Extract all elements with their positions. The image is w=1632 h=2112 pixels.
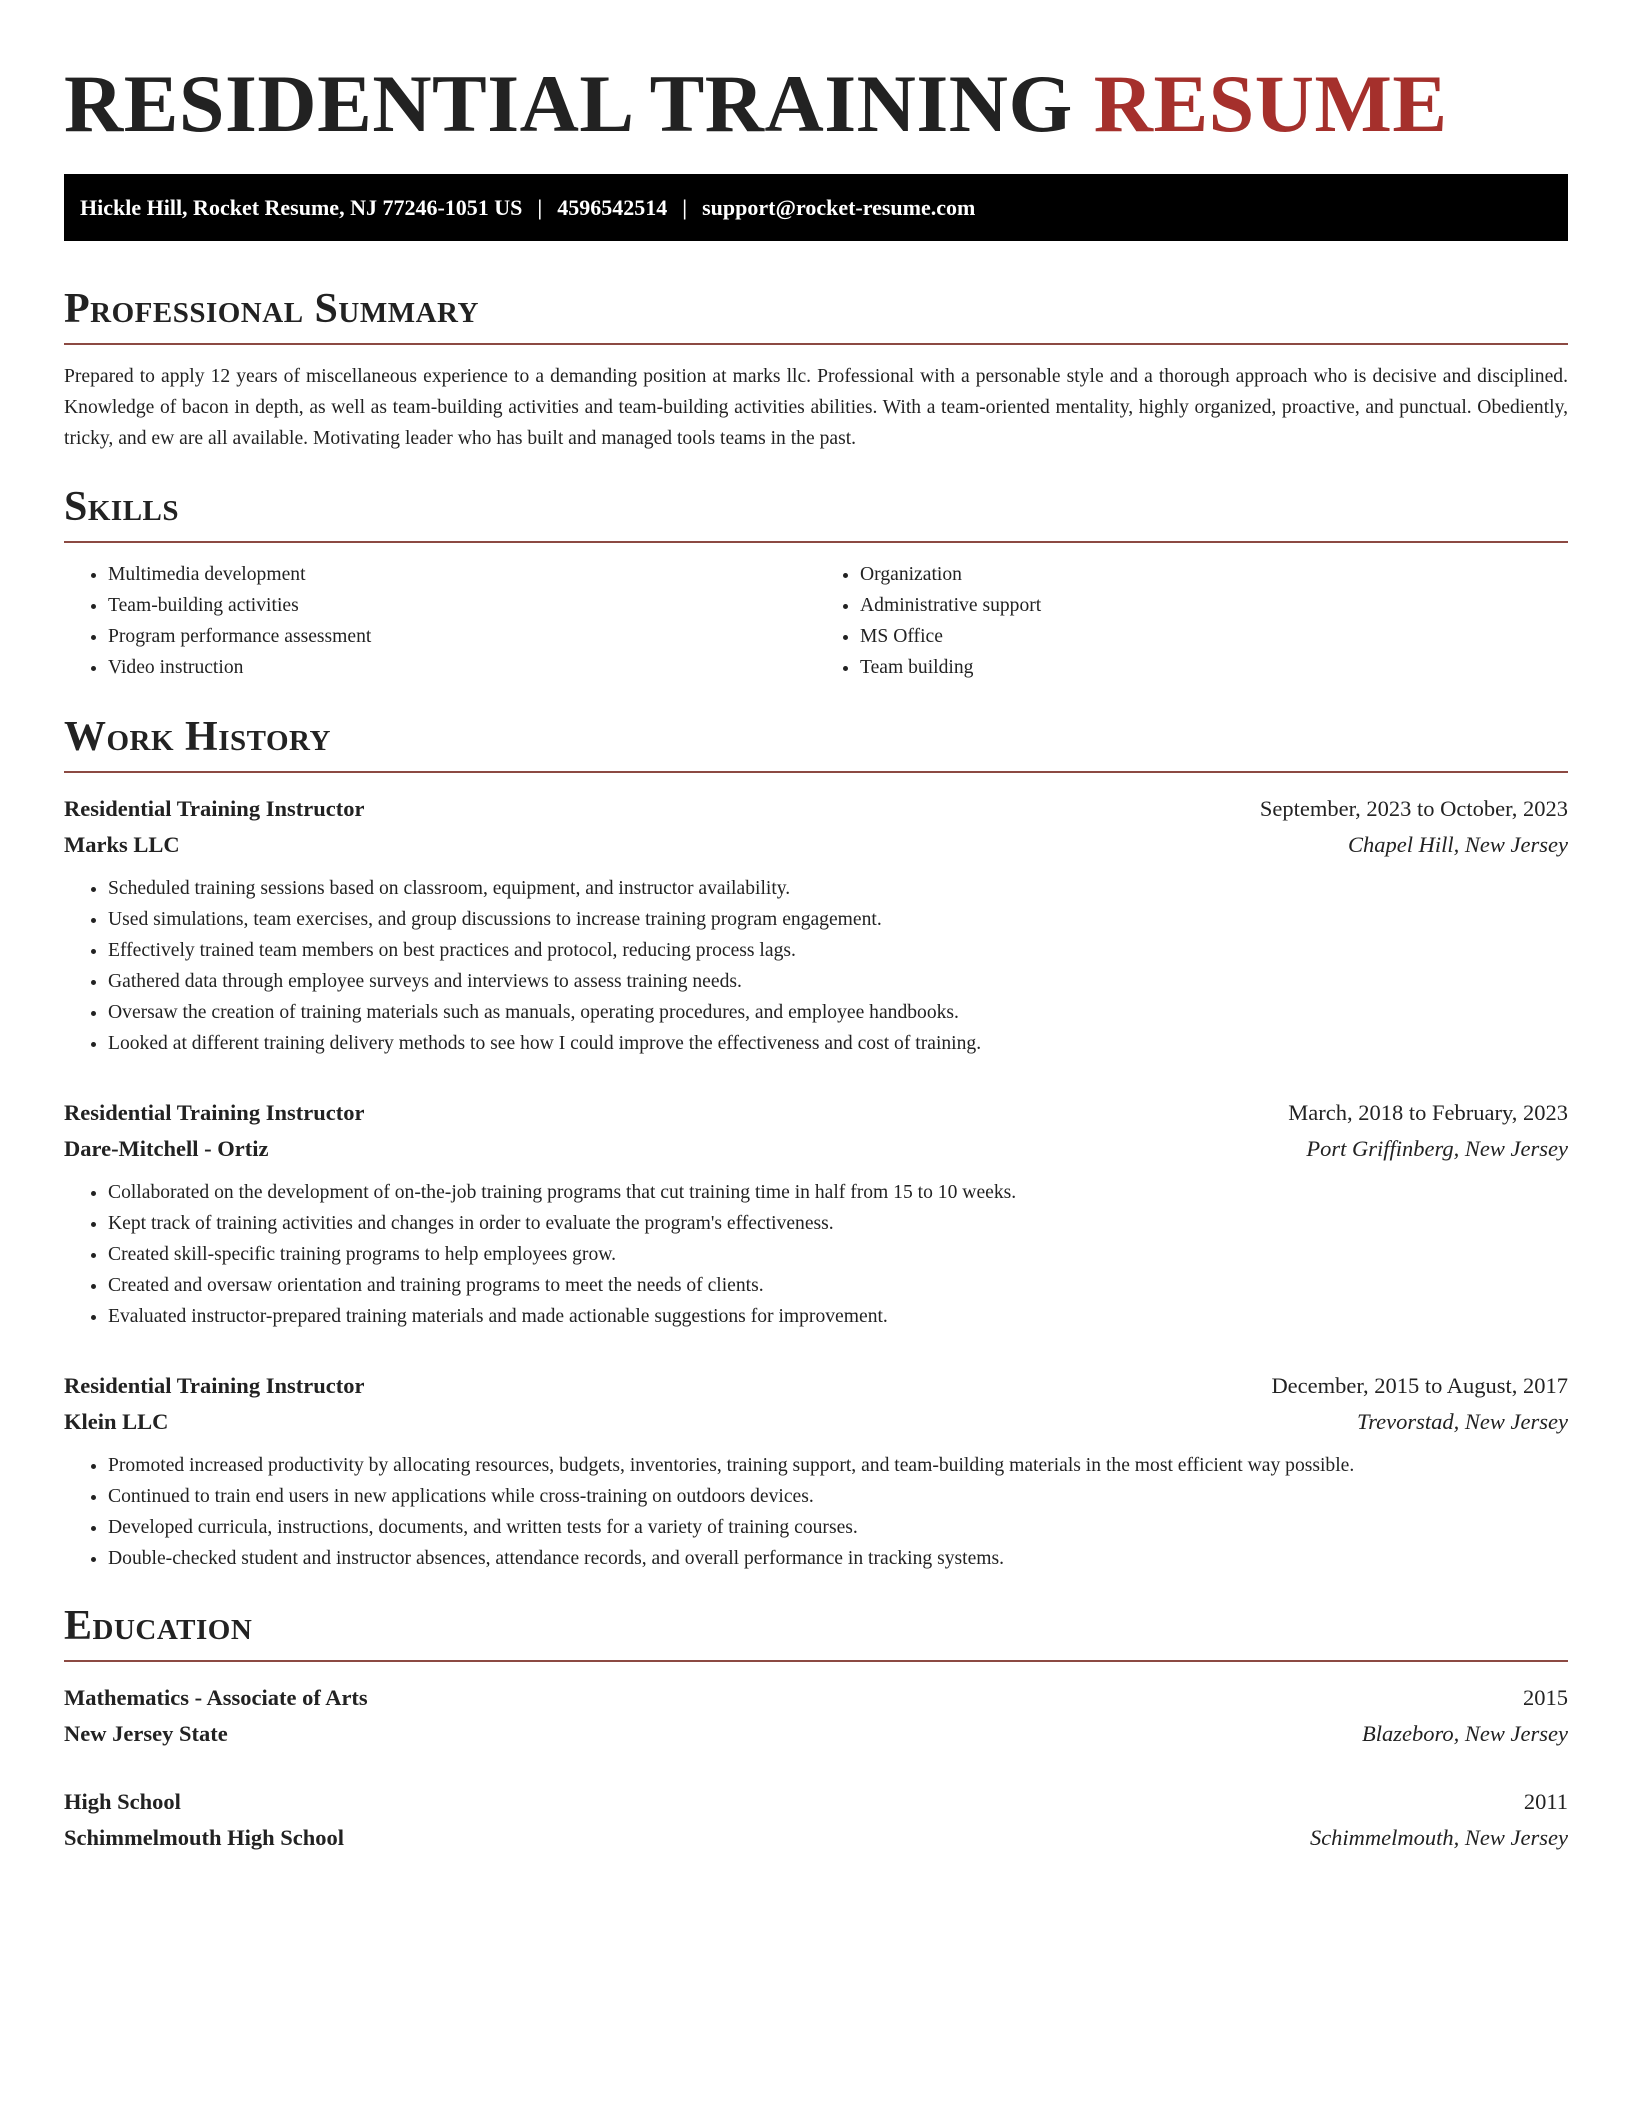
job-dates: December, 2015 to August, 2017: [1271, 1373, 1568, 1398]
job-duties: [64, 873, 1568, 1059]
job-duty: • Used simulations, team exercises, and group discussions to increase training program engagement.: [108, 904, 1568, 935]
title-accent: RESUME: [1093, 58, 1448, 149]
education-year: 2015: [1523, 1685, 1568, 1710]
education-year: 2011: [1523, 1789, 1568, 1814]
resume-title: [64, 58, 1568, 150]
skill-item: • Program performance assessment: [108, 621, 816, 652]
title-main: RESIDENTIAL TRAINING: [64, 58, 1094, 149]
job-location: Port Griffinberg, New Jersey: [1306, 1136, 1568, 1161]
education-school: Schimmelmouth High School: [64, 1825, 345, 1850]
skills-column-right: [816, 559, 1568, 683]
job-duty: • Oversaw the creation of training materials such as manuals, operating procedures, and employee handbooks.: [108, 997, 1568, 1028]
job-duties: [64, 1450, 1568, 1574]
job-duty: • Evaluated instructor-prepared training materials and made actionable suggestions for improvement.: [108, 1301, 1568, 1332]
contact-email[interactable]: support@rocket-resume.com: [702, 194, 976, 220]
job-company: Marks LLC: [64, 832, 180, 857]
job-title: Residential Training Instructor: [64, 796, 365, 821]
contact-separator: |: [682, 194, 688, 220]
education-entry: [64, 1784, 1568, 1856]
job-duty: • Collaborated on the development of on-the-job training programs that cut training time in half from 15 to 10 weeks.: [108, 1177, 1568, 1208]
contact-separator: |: [537, 194, 543, 220]
education-school: New Jersey State: [64, 1721, 228, 1746]
contact-address: Hickle Hill, Rocket Resume, NJ 77246-1051 US: [80, 194, 523, 220]
job-dates: September, 2023 to October, 2023: [1259, 796, 1568, 821]
contact-bar: [64, 174, 1568, 241]
job-duty: • Looked at different training delivery methods to see how I could improve the effectiveness and cost of training.: [108, 1028, 1568, 1059]
job-location: Trevorstad, New Jersey: [1356, 1409, 1568, 1434]
job-duty: • Created and oversaw orientation and training programs to meet the needs of clients.: [108, 1270, 1568, 1301]
job-title: Residential Training Instructor: [64, 1100, 365, 1125]
education-location: Blazeboro, New Jersey: [1362, 1721, 1568, 1746]
job-title: Residential Training Instructor: [64, 1373, 365, 1398]
job-dates: March, 2018 to February, 2023: [1288, 1100, 1568, 1125]
job-entry: [64, 791, 1568, 1059]
contact-phone[interactable]: 4596542514: [557, 194, 668, 220]
education-degree: High School: [64, 1789, 181, 1814]
job-company: Dare-Mitchell - Ortiz: [64, 1136, 269, 1161]
education-heading: Education: [64, 1602, 1568, 1662]
job-entry: [64, 1368, 1568, 1574]
summary-heading: Professional Summary: [64, 285, 1568, 345]
work-heading: Work History: [64, 713, 1568, 773]
job-duty: • Scheduled training sessions based on classroom, equipment, and instructor availability.: [108, 873, 1568, 904]
job-entry: [64, 1095, 1568, 1332]
job-duty: • Gathered data through employee surveys and interviews to assess training needs.: [108, 966, 1568, 997]
skill-item: • MS Office: [860, 621, 1568, 652]
job-duty: • Promoted increased productivity by allocating resources, budgets, inventories, training support, and team-building materials in the most efficient way possible.: [108, 1450, 1568, 1481]
skills-list: [64, 559, 1568, 683]
job-duty: • Developed curricula, instructions, documents, and written tests for a variety of training courses.: [108, 1512, 1568, 1543]
job-duty: • Double-checked student and instructor absences, attendance records, and overall performance in tracking systems.: [108, 1543, 1568, 1574]
job-location: Chapel Hill, New Jersey: [1348, 832, 1568, 857]
job-duty: • Created skill-specific training programs to help employees grow.: [108, 1239, 1568, 1270]
skill-item: • Administrative support: [860, 590, 1568, 621]
job-duties: [64, 1177, 1568, 1332]
job-company: Klein LLC: [64, 1409, 169, 1434]
skills-heading: Skills: [64, 483, 1568, 543]
skill-item: • Team-building activities: [108, 590, 816, 621]
job-duty: • Kept track of training activities and changes in order to evaluate the program's effectiveness.: [108, 1208, 1568, 1239]
skills-column-left: [64, 559, 816, 683]
skill-item: • Video instruction: [108, 652, 816, 683]
summary-text: Prepared to apply 12 years of miscellaneous experience to a demanding position at marks llc. Professional with a personable style and a thorough approach who is decisive and disciplined. Knowledge of bacon in depth, as well as team-building activities and team-building activities abilities. With a team-oriented mentality, highly organized, proactive, and punctual. Obediently, tricky, and ew are all available. Motivating leader who has built and managed tools teams in the past.: [64, 366, 1568, 449]
job-duty: • Continued to train end users in new applications while cross-training on outdoors devices.: [108, 1481, 1568, 1512]
education-entry: [64, 1680, 1568, 1752]
skill-item: • Organization: [860, 559, 1568, 590]
skill-item: • Team building: [860, 652, 1568, 683]
job-duty: • Effectively trained team members on best practices and protocol, reducing process lags.: [108, 935, 1568, 966]
education-location: Schimmelmouth, New Jersey: [1309, 1825, 1568, 1850]
skill-item: • Multimedia development: [108, 559, 816, 590]
education-degree: Mathematics - Associate of Arts: [64, 1685, 368, 1710]
